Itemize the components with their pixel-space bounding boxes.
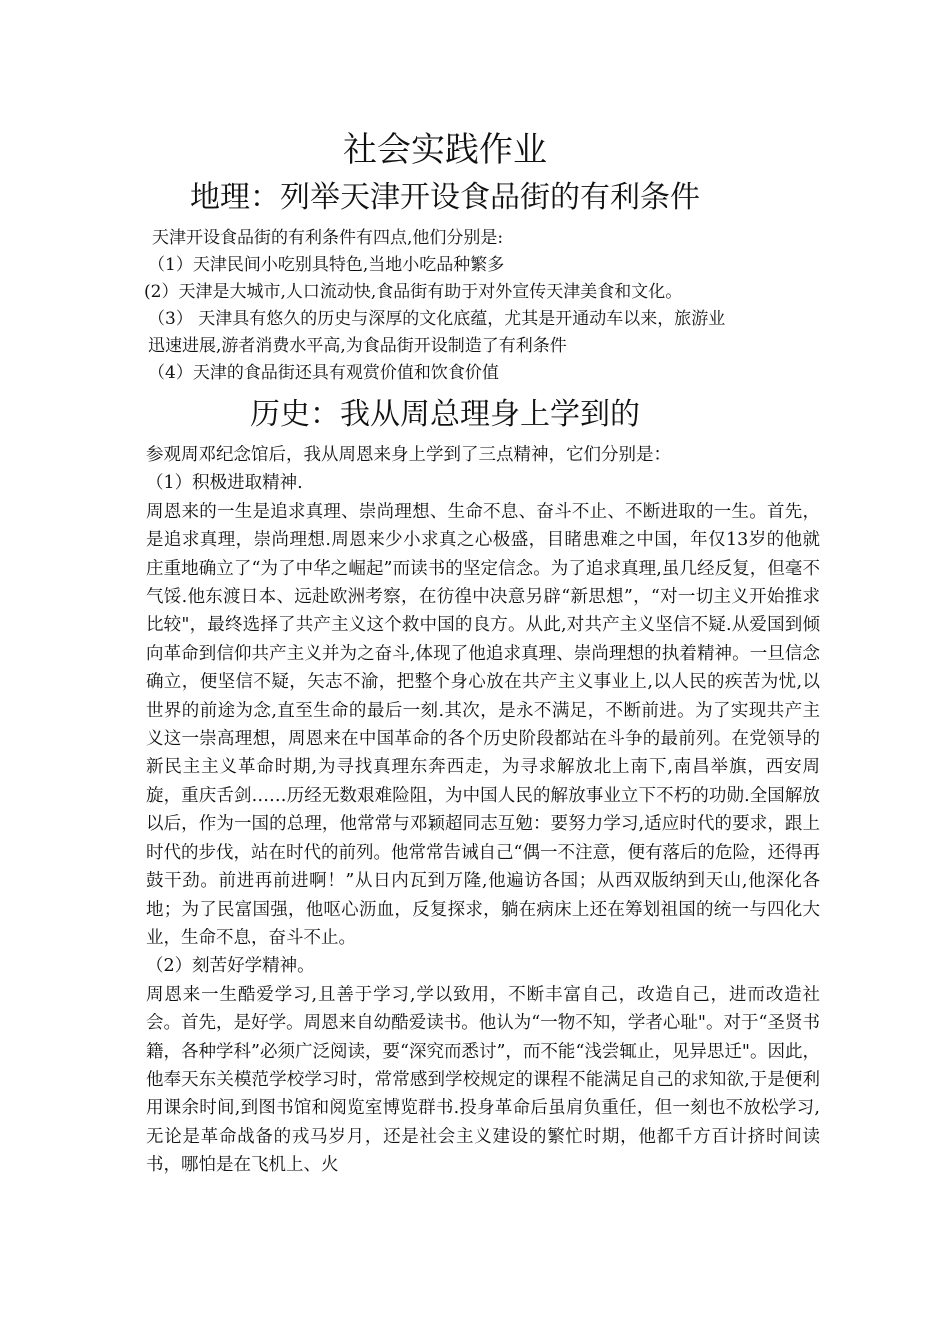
geography-section bbox=[144, 225, 812, 387]
history-intro: 参观周邓纪念馆后，我从周恩来身上学到了三点精神，它们分别是： bbox=[146, 445, 671, 465]
geography-heading: 地理：列举天津开设食品街的有利条件 bbox=[190, 180, 700, 215]
spirit-2-title: （2）刻苦好学精神。 bbox=[146, 956, 315, 977]
geography-intro: 天津开设食品街的有利条件有四点,他们分别是: bbox=[152, 228, 504, 248]
geography-point-3-continued: 迅速进展,游者消费水平高,为食品街开设制造了有利条件 bbox=[148, 336, 567, 356]
spirit-2-body: 周恩来一生酷爱学习,且善于学习,学以致用，不断丰富自己，改造自己，进而改造社会。首先，是好学。周恩来自幼酷爱读书。他认为“一物不知，学者心耻"。对于“圣贤书籍，各种学科”必须广泛阅读，要“深究而悉讨”，而不能“浅尝辄止，见异思迁"。因此，他奉天东关模范学校学习时，常常感到学校规定的课程不能满足自己的求知欲,于是便利用课余时间,到图书馆和阅览室博览群书.投身革命后虽肩负重任，但一刻也不放松学习,无论是革命战备的戎马岁月，还是社会主义建设的繁忙时期，他都千方百计挤时间读书，哪怕是在飞机上、火 bbox=[146, 984, 820, 1176]
geography-point-3: （3） 天津具有悠久的历史与深厚的文化底蕴，尤其是开通动车以来，旅游业 bbox=[148, 309, 726, 329]
spirit-1-title: （1）积极进取精神. bbox=[146, 473, 303, 494]
geography-point-1: （1）天津民间小吃别具特色,当地小吃品种繁多 bbox=[148, 255, 505, 275]
document-title: 社会实践作业 bbox=[343, 130, 547, 170]
history-section bbox=[146, 441, 820, 1180]
spirit-1-body: 周恩来的一生是追求真理、崇尚理想、生命不息、奋斗不止、不断进取的一生。首先，是追求真理，崇尚理想.周恩来少小求真之心极盛，目睹患难之中国，年仅13岁的他就庄重地确立了“为了中华之崛起”而读书的坚定信念。为了追求真理,虽几经反复，但毫不气馁.他东渡日本、远赴欧洲考察，在彷徨中决意另辟“新思想”，“对一切主义开始推求比较"，最终选择了共产主义这个救中国的良方。从此,对共产主义坚信不疑.从爱国到倾向革命到信仰共产主义并为之奋斗,体现了他追求真理、崇尚理想的执着精神。一旦信念确立，便坚信不疑，矢志不渝，把整个身心放在共产主义事业上,以人民的疾苦为忧,以世界的前途为念,直至生命的最后一刻.其次，是永不满足，不断前进。为了实现共产主义这一崇高理想，周恩来在中国革命的各个历史阶段都站在斗争的最前列。在党领导的新民主主义革命时期,为寻找真理东奔西走，为寻求解放北上南下,南昌举旗，西安周旋，重庆舌剑……历经无数艰难险阻，为中国人民的解放事业立下不朽的功勋.全国解放以后，作为一国的总理，他常常与邓颖超同志互勉：要努力学习,适应时代的要求，跟上时代的步伐，站在时代的前列。他常常告诫自己“偶一不注意，便有落后的危险，还得再鼓干劲。前进再前进啊！”从日内瓦到万隆,他遍访各国；从西双版纳到天山,他深化各地；为了民富国强，他呕心沥血，反复探求，躺在病床上还在筹划祖国的统一与四化大业，生命不息，奋斗不止。 bbox=[146, 501, 820, 948]
history-heading: 历史：我从周总理身上学到的 bbox=[250, 397, 640, 432]
geography-point-4: （4）天津的食品街还具有观赏价值和饮食价值 bbox=[148, 363, 499, 383]
geography-point-2: (2）天津是大城市,人口流动快,食品街有助于对外宣传天津美食和文化。 bbox=[144, 282, 683, 302]
